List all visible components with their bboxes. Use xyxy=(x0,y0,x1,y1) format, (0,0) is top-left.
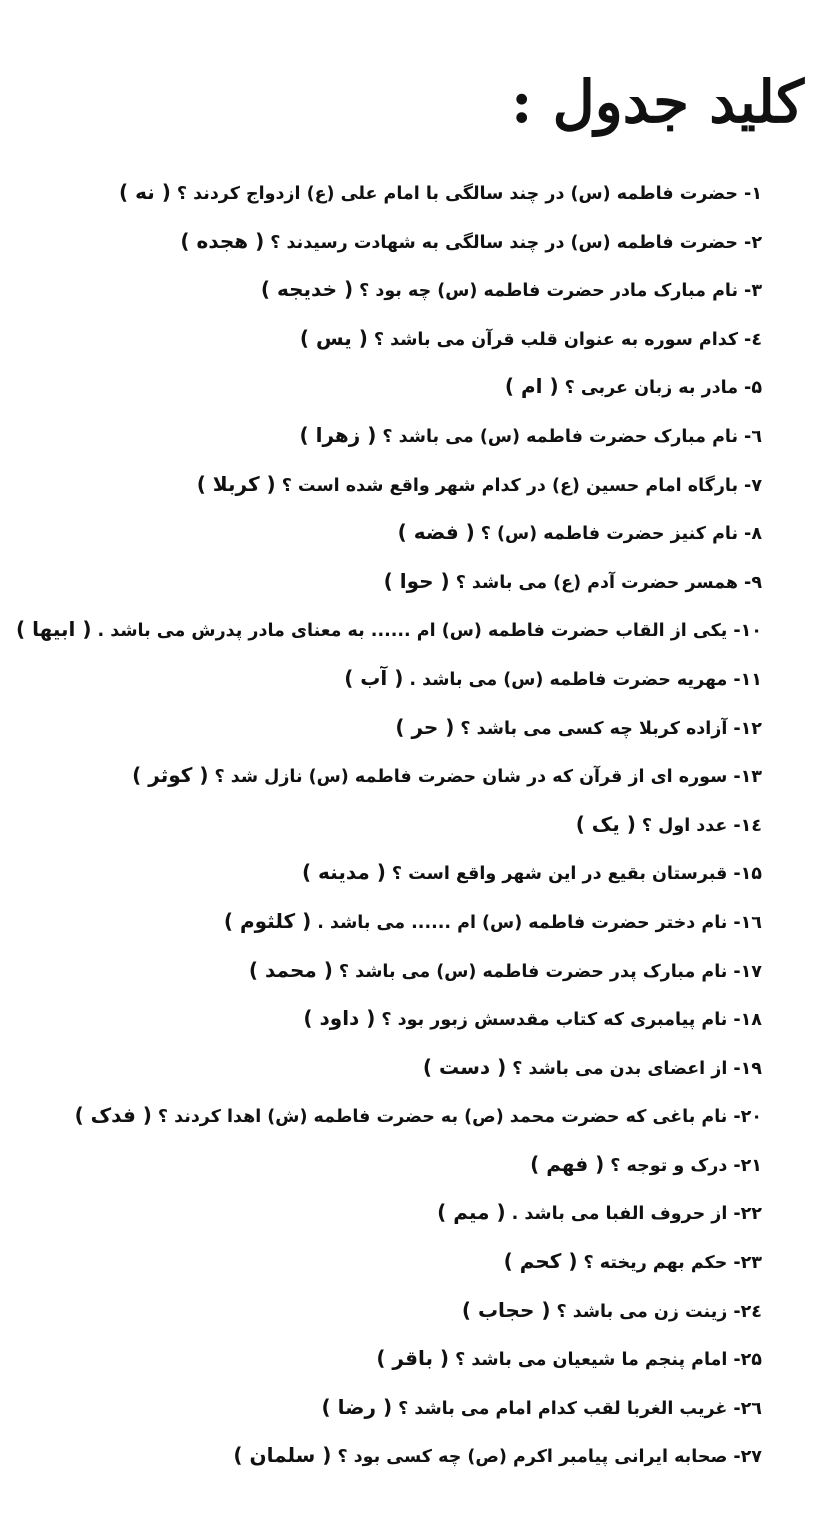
item-number: ۵- xyxy=(744,378,762,399)
list-item xyxy=(12,411,762,460)
item-number: ۱۸- xyxy=(733,1010,762,1031)
question-text: غریب الغربا لقب کدام امام می باشد ؟ xyxy=(398,1398,728,1419)
item-number: ۸- xyxy=(744,524,762,545)
list-item xyxy=(12,168,762,217)
answer-text: ( آب ) xyxy=(344,665,404,690)
item-number: ٦- xyxy=(744,426,762,447)
question-text: زینت زن می باشد ؟ xyxy=(556,1301,728,1322)
question-text: نام مبارک پدر حضرت فاطمه (س) می باشد ؟ xyxy=(338,961,728,982)
item-number: ۷- xyxy=(744,475,762,496)
list-item xyxy=(12,1237,762,1286)
item-number: ۲۰- xyxy=(733,1107,762,1128)
item-number: ۲۲- xyxy=(733,1204,762,1225)
list-item xyxy=(12,217,762,266)
question-text: حکم بهم ریخته ؟ xyxy=(583,1253,728,1274)
question-text: سوره ای از قرآن که در شان حضرت فاطمه (س) نازل شد ؟ xyxy=(214,767,728,788)
answer-text: ( مدینه ) xyxy=(301,860,386,885)
list-item xyxy=(12,557,762,606)
question-text: حضرت فاطمه (س) در چند سالگی به شهادت رسیدند ؟ xyxy=(270,232,739,253)
question-text: قبرستان بقیع در این شهر واقع است ؟ xyxy=(391,864,728,885)
item-number: ۲۵- xyxy=(733,1350,762,1371)
list-item xyxy=(12,508,762,557)
list-item xyxy=(12,362,762,411)
answer-text: ( ام ) xyxy=(504,374,559,399)
list-item xyxy=(12,1383,762,1432)
answer-text: ( محمد ) xyxy=(248,957,333,982)
answer-text: ( حوا ) xyxy=(383,568,450,593)
list-item xyxy=(12,751,762,800)
item-number: ۱۵- xyxy=(733,864,762,885)
answer-text: ( ابیها ) xyxy=(16,617,92,642)
item-number: ۲۱- xyxy=(733,1155,762,1176)
answer-text: ( فدک ) xyxy=(74,1103,152,1128)
list-item xyxy=(12,605,762,654)
question-text: نام مبارک حضرت فاطمه (س) می باشد ؟ xyxy=(382,426,739,447)
item-number: ۱۷- xyxy=(733,961,762,982)
question-text: حضرت فاطمه (س) در چند سالگی با امام علی (ع) ازدواج کردند ؟ xyxy=(176,184,739,204)
list-item xyxy=(12,460,762,509)
item-number: ۱۱- xyxy=(733,669,762,690)
item-number: ۳- xyxy=(744,281,762,302)
item-number: ۲۳- xyxy=(733,1253,762,1274)
list-item xyxy=(12,800,762,849)
page-title: کلید جدول : xyxy=(510,68,804,136)
answer-text: ( باقر ) xyxy=(376,1346,450,1371)
answer-text: ( کوثر ) xyxy=(132,763,209,788)
question-text: عدد اول ؟ xyxy=(641,815,728,836)
item-number: ١٤- xyxy=(733,815,762,836)
answer-text: ( نه ) xyxy=(119,180,171,204)
answer-text: ( حجاب ) xyxy=(461,1297,551,1322)
list-item xyxy=(12,946,762,995)
answer-text: ( کلثوم ) xyxy=(223,908,312,933)
question-text: آزاده کربلا چه کسی می باشد ؟ xyxy=(460,718,728,739)
answer-text: ( هجده ) xyxy=(180,228,265,253)
answer-text: ( میم ) xyxy=(437,1200,506,1225)
question-text: از حروف الفبا می باشد . xyxy=(511,1204,728,1225)
question-text: بارگاه امام حسین (ع) در کدام شهر واقع شده است ؟ xyxy=(281,475,739,496)
answer-text: ( حر ) xyxy=(395,714,455,739)
item-number: ۱۹- xyxy=(733,1058,762,1079)
list-item xyxy=(12,703,762,752)
item-number: ۱۰- xyxy=(733,621,762,642)
item-number: ٢٦- xyxy=(733,1398,762,1419)
answer-text: ( رضا ) xyxy=(321,1394,393,1419)
list-item xyxy=(12,848,762,897)
question-text: مادر به زبان عربی ؟ xyxy=(564,378,739,399)
list-item xyxy=(12,1091,762,1140)
question-text: درک و توجه ؟ xyxy=(610,1155,728,1176)
list-item xyxy=(12,1188,762,1237)
list-item xyxy=(12,994,762,1043)
answer-text: ( کربلا ) xyxy=(196,471,276,496)
answer-key-list xyxy=(12,168,762,1480)
question-text: نام دختر حضرت فاطمه (س) ام ...... می باشد . xyxy=(317,912,728,933)
question-text: مهریه حضرت فاطمه (س) می باشد . xyxy=(409,669,728,690)
answer-text: ( زهرا ) xyxy=(299,422,377,447)
question-text: صحابه ایرانی پیامبر اکرم (ص) چه کسی بود ؟ xyxy=(337,1447,728,1468)
list-item xyxy=(12,265,762,314)
question-text: کدام سوره به عنوان قلب قرآن می باشد ؟ xyxy=(373,329,739,350)
list-item xyxy=(12,1286,762,1335)
answer-text: ( فضه ) xyxy=(397,520,475,545)
item-number: ۱- xyxy=(744,184,762,204)
question-text: یکی از القاب حضرت فاطمه (س) ام ...... به معنای مادر پدرش می باشد . xyxy=(97,621,728,642)
item-number: ۲۷- xyxy=(733,1447,762,1468)
item-number: ۱۳- xyxy=(733,767,762,788)
answer-text: ( دست ) xyxy=(422,1054,507,1079)
question-text: نام کنیز حضرت فاطمه (س) ؟ xyxy=(480,524,739,545)
item-number: ۹- xyxy=(744,572,762,593)
question-text: امام پنجم ما شیعیان می باشد ؟ xyxy=(455,1350,728,1371)
question-text: همسر حضرت آدم (ع) می باشد ؟ xyxy=(455,572,739,593)
answer-text: ( کحم ) xyxy=(503,1249,578,1274)
list-item xyxy=(12,1043,762,1092)
question-text: نام پیامبری که کتاب مقدسش زبور بود ؟ xyxy=(381,1010,728,1031)
item-number: ١٦- xyxy=(733,912,762,933)
item-number: ٢٤- xyxy=(733,1301,762,1322)
answer-text: ( داود ) xyxy=(303,1006,376,1031)
list-item xyxy=(12,1431,762,1480)
question-text: نام باغی که حضرت محمد (ص) به حضرت فاطمه (ش) اهدا کردند ؟ xyxy=(157,1107,728,1128)
question-text: از اعضای بدن می باشد ؟ xyxy=(512,1058,728,1079)
list-item xyxy=(12,314,762,363)
item-number: ٤- xyxy=(744,329,762,350)
item-number: ۱۲- xyxy=(733,718,762,739)
list-item xyxy=(12,1140,762,1189)
answer-text: ( فهم ) xyxy=(530,1151,605,1176)
list-item xyxy=(12,897,762,946)
list-item xyxy=(12,654,762,703)
answer-text: ( یک ) xyxy=(575,811,636,836)
answer-text: ( یس ) xyxy=(299,325,368,350)
answer-text: ( خدیجه ) xyxy=(260,277,354,302)
item-number: ۲- xyxy=(744,232,762,253)
question-text: نام مبارک مادر حضرت فاطمه (س) چه بود ؟ xyxy=(359,281,739,302)
answer-text: ( سلمان ) xyxy=(233,1443,332,1468)
list-item xyxy=(12,1334,762,1383)
